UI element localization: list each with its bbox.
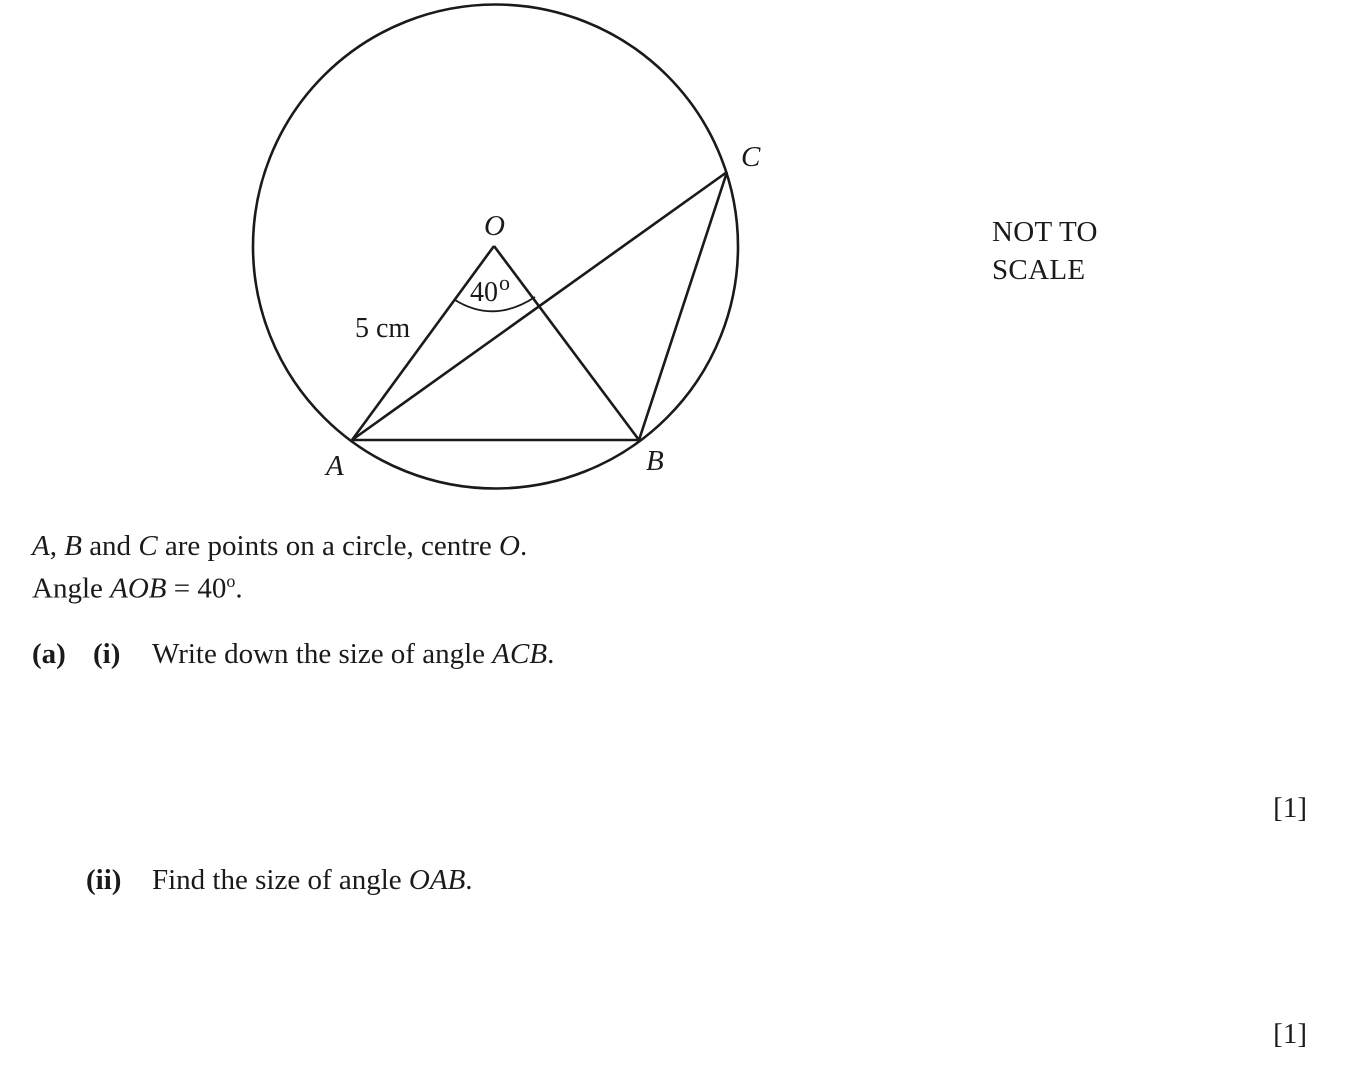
question-a-part-label [32, 637, 66, 671]
note-line-2: SCALE [992, 254, 1086, 286]
chord-AC [352, 172, 727, 440]
note-line-1: NOT TO [992, 216, 1098, 248]
statement-text: are points on a circle, centre [157, 530, 500, 562]
marks-a-ii: [1] [1273, 1018, 1307, 1050]
question-text: Write down the size of angle [152, 638, 493, 670]
angle-degree-mark: o [499, 270, 510, 295]
statement-prefix: Angle [32, 572, 111, 605]
statement-line-2 [32, 564, 243, 606]
point-A: A [32, 530, 50, 562]
part-label: (a) [32, 638, 66, 670]
separator: and [81, 530, 139, 562]
question-a-ii-text [152, 863, 473, 897]
circle-diagram [0, 0, 1345, 520]
length-label: 5 cm [355, 313, 411, 344]
angle-label: 40 [470, 277, 498, 308]
period: . [520, 530, 528, 562]
point-C: C [138, 530, 158, 562]
angle-OAB: OAB [408, 864, 466, 896]
period: . [235, 572, 243, 605]
angle-name: AOB [110, 572, 167, 605]
sub-label: (ii) [86, 864, 122, 896]
angle-ACB: ACB [492, 638, 548, 670]
question-a-i-sub-label [93, 637, 120, 671]
period: . [465, 864, 473, 896]
point-B: B [64, 530, 82, 562]
segment-OB [494, 246, 639, 440]
question-a-i-text [152, 637, 554, 671]
marks-a-i: [1] [1273, 792, 1307, 824]
separator: , [49, 530, 65, 562]
sub-label: (i) [93, 638, 121, 670]
label-O: O [484, 210, 505, 242]
angle-value: = 40 [166, 572, 227, 605]
question-a-ii-sub-label [86, 863, 121, 897]
period: . [547, 638, 555, 670]
label-A: A [326, 450, 344, 482]
label-B: B [646, 445, 664, 477]
degree-mark: o [226, 571, 236, 591]
label-C: C [741, 141, 761, 173]
question-text: Find the size of angle [152, 864, 409, 896]
point-O: O [499, 530, 520, 562]
not-to-scale-note [992, 213, 1098, 289]
statement-line-1 [32, 529, 527, 563]
